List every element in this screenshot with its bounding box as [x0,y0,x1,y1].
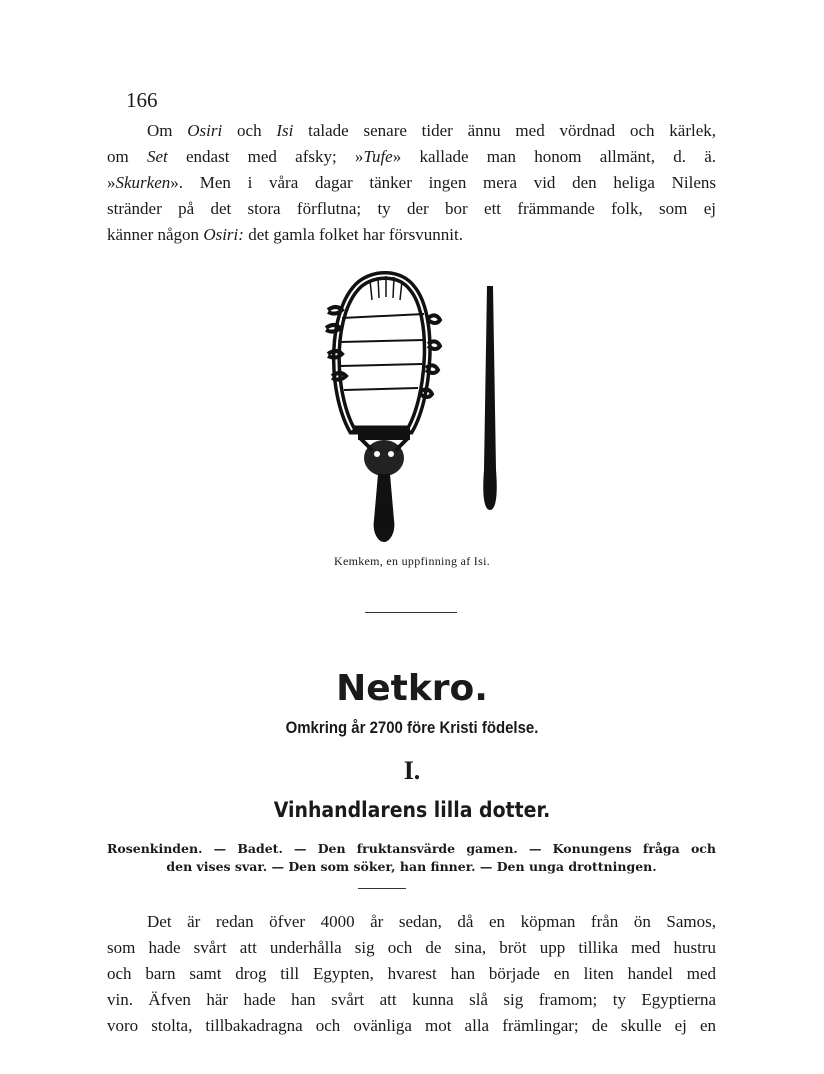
intro-line-1: Om Osiri och Isi talade senare tider ännu med vördnad och kärlek, [147,121,717,140]
chapter-name: Vinhandlarens lilla dotter. [273,798,551,822]
intro-line-2: om Set endast med afsky; »Tufe» kallade man honom allmänt, d. ä. [107,147,716,166]
body-line-1: Det är redan öfver 4000 år sedan, då en köpman från ön Samos, [147,912,716,931]
body-line-4: vin. Äfven här hade han svårt att kunna slå sig framom; ty Egyptierna [107,990,716,1009]
summary-line-2: den vises svar. — Den som söker, han finner. — Den unga drottningen. [166,859,657,874]
kemkem-illustration [300,270,530,555]
page-number: 166 [126,88,158,112]
body-paragraph [107,909,716,1039]
kemkem-instrument [336,275,427,430]
figure-caption: Kemkem, en uppfinning af Isi. [334,554,490,568]
chapter-subtitle: Omkring år 2700 före Kristi födelse. [285,718,539,737]
chapter-title: Netkro. [336,668,488,709]
section-divider [365,612,457,613]
body-line-5: voro stolta, tillbakadragna och ovänliga mot alla främlingar; de skulle ej en [107,1016,716,1035]
summary-divider [358,888,406,889]
chapter-summary [107,840,716,876]
body-line-3: och barn samt drog till Egypten, hvarest han började en liten handel med [107,964,716,983]
kemkem-stick [483,286,497,510]
summary-line-1: Rosenkinden. — Badet. — Den fruktansvärde gamen. — Konungens fråga och [107,841,716,856]
intro-line-4: stränder på det stora förflutna; ty der bor ett främmande folk, som ej [107,199,716,218]
intro-line-3: »Skurken». Men i våra dagar tänker ingen mera vid den heliga Nilens [107,173,716,192]
intro-line-5: känner någon Osiri: det gamla folket har försvunnit. [107,225,463,244]
intro-paragraph [107,118,716,248]
body-line-2: som hade svårt att underhålla sig och de sina, bröt upp tillika med hustru [107,938,716,957]
chapter-number: I. [403,756,421,785]
kemkem-head-ornament [358,428,410,476]
kemkem-handle [374,474,395,542]
